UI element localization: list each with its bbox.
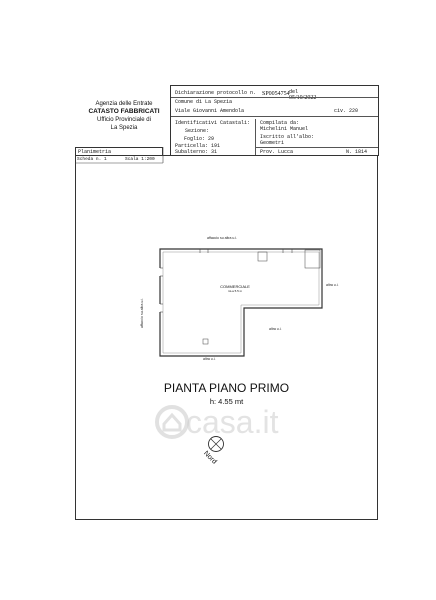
- iscritto-label: Iscritto all'albo:: [260, 134, 315, 140]
- via-text: Viale Giovanni Amendola: [175, 108, 245, 114]
- pillar: [203, 339, 208, 344]
- catasto-title: CATASTO FABBRICATI: [88, 108, 160, 115]
- right-neighbor-label: altra u.i.: [326, 283, 339, 287]
- room-area: mt-a 5.5 m: [227, 289, 243, 293]
- comune-text: Comune di La Spezia: [175, 99, 233, 105]
- top-neighbor-label: affaccio su altra u.i.: [207, 236, 238, 240]
- sezione-text: Sezione:: [185, 128, 210, 134]
- room-label: [205, 284, 265, 294]
- foglio-text: Foglio: 29: [184, 136, 215, 142]
- agency-name: Agenzia delle Entrate: [95, 101, 153, 107]
- watermark-text: casa.it: [186, 404, 279, 440]
- numero-text: N. 1814: [346, 149, 368, 155]
- protocol-number: SP0054754: [262, 91, 290, 97]
- scheda-text: Scheda n. 1: [77, 157, 107, 162]
- del-label: del: [289, 89, 299, 95]
- inner-neighbor-label: altra u.i.: [269, 327, 282, 331]
- ufficio-city: La Spezia: [110, 125, 138, 131]
- scala-text: Scala 1:200: [125, 157, 155, 162]
- dichiarazione-label: Dichiarazione protocollo n.: [175, 90, 257, 96]
- compass-label: Nord: [202, 450, 218, 466]
- identificativi-label: Identificativi Catastali:: [175, 120, 251, 126]
- left-neighbor-label: affaccio su altra u.i.: [140, 297, 144, 328]
- particella-text: Particella: 191: [175, 143, 221, 149]
- pillar: [258, 252, 267, 261]
- subalterno-text: Subalterno: 31: [175, 149, 218, 155]
- compilata-label: Compilata da:: [260, 120, 300, 126]
- bottom-neighbor-label: altra u.i.: [203, 357, 216, 361]
- plan-title: PIANTA PIANO PRIMO: [163, 381, 290, 395]
- albo-text: Geometri: [260, 140, 285, 146]
- compilatore-name: Michelini Manuel: [260, 126, 309, 132]
- room-inner-wall: [163, 252, 319, 353]
- prov-text: Prov. Lucca: [260, 149, 294, 155]
- ufficio-label: Ufficio Provinciale di: [97, 117, 151, 123]
- stair-niche: [305, 250, 320, 268]
- room-name: COMMERCIALE: [220, 284, 250, 289]
- floor-height: h: 4.55 mt: [209, 397, 244, 406]
- civ-text: civ. 220: [334, 108, 359, 114]
- protocol-date: 05/10/2022: [289, 95, 317, 101]
- planimetria-label: Planimetria: [75, 147, 163, 156]
